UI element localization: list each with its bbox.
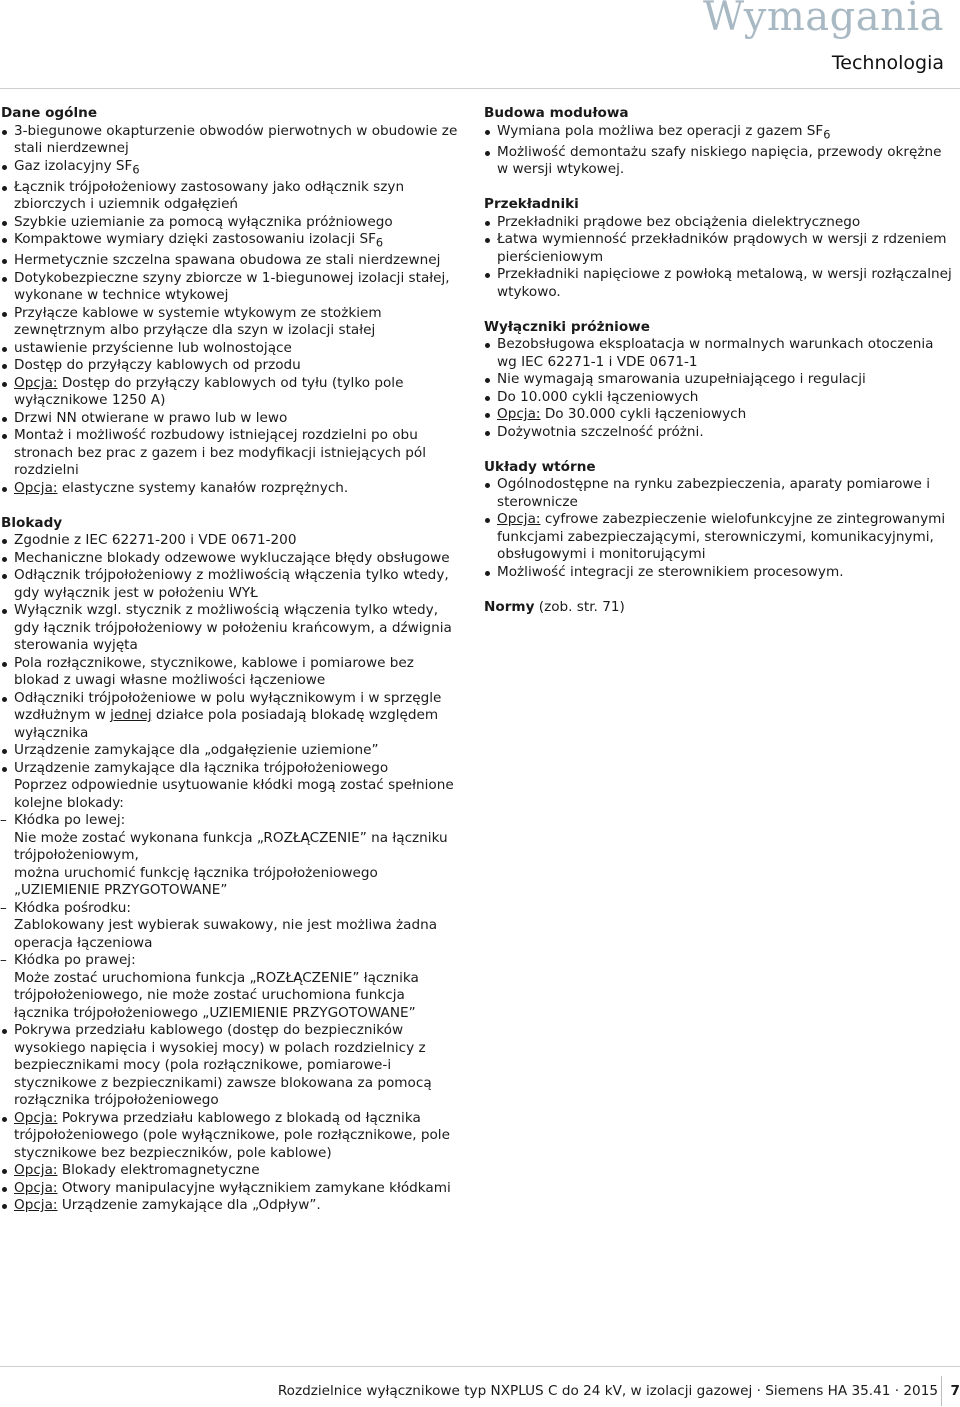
option-label: Opcja: bbox=[14, 479, 58, 496]
list-item bbox=[1, 1162, 463, 1180]
item-text: Pokrywa przedziału kablowego z blokadą od łącznika trójpołożeniowego (pole wyłącznikowe, pole rozłącznikowe, pole stycznikowe bez bezpieczników, pole kablowe) bbox=[14, 1109, 450, 1161]
section-interlocks bbox=[1, 515, 463, 1215]
subscript: 6 bbox=[375, 235, 384, 250]
section-transformers bbox=[484, 196, 954, 301]
modular-list bbox=[484, 123, 954, 179]
option-label: Opcja: bbox=[14, 1162, 58, 1179]
item-text: Możliwość demontażu szafy niskiego napięcia, przewody okrężne w wersji wtykowej. bbox=[497, 143, 942, 178]
item-text: cyfrowe zabezpieczenie wielofunkcyjne ze zintegrowanymi funkcjami zabezpieczającymi, sterowniczymi, komunikacyjnymi, obsługowymi i monitorującymi bbox=[497, 511, 946, 563]
list-item bbox=[1, 123, 463, 158]
list-item bbox=[1, 305, 463, 340]
list-item bbox=[484, 123, 954, 144]
item-text: Łącznik trójpołożeniowy zastosowany jako odłącznik szyn zbiorczych i uziemnik odgałęzień bbox=[14, 178, 405, 213]
transformers-list bbox=[484, 214, 954, 302]
list-item bbox=[1, 410, 463, 428]
item-text: Zgodnie z IEC 62271-200 i VDE 0671-200 bbox=[14, 532, 297, 549]
section-modular bbox=[484, 105, 954, 179]
paragraph-item bbox=[1, 970, 463, 1023]
item-text: Kłódka po lewej: bbox=[14, 812, 126, 829]
section-title-general: Dane ogólne bbox=[1, 105, 98, 121]
item-text: elastyczne systemy kanałów rozprężnych. bbox=[57, 479, 349, 496]
list-item bbox=[1, 550, 463, 568]
list-item bbox=[1, 1022, 463, 1110]
item-text: Poprzez odpowiednie usytuowanie kłódki mogą zostać spełnione kolejne blokady: bbox=[14, 777, 454, 811]
item-text: Kłódka pośrodku: bbox=[14, 899, 131, 916]
section-secondary bbox=[484, 459, 954, 582]
item-text: Pokrywa przedziału kablowego (dostęp do bezpieczników wysokiego napięcia i wysokiej mocy) w polach rozdzielnicy z bezpiecznikami mocy (pola rozłącznikowe, pomiarowe-i stycznikowe z bezpiecznikami) zawsze blokowana za pomocą rozłącznika trójpołożeniowego bbox=[14, 1022, 432, 1109]
list-item bbox=[1, 602, 463, 655]
item-text: Odłączniki trójpołożeniowe w polu wyłącznikowym i w sprzęgle wzdłużnym w bbox=[14, 689, 442, 724]
list-item bbox=[484, 371, 954, 389]
item-text: Zablokowany jest wybierak suwakowy, nie jest możliwa żadna operacja łączeniowa bbox=[14, 917, 438, 951]
item-text: Wymiana pola możliwa bez operacji z gazem SF bbox=[497, 122, 824, 139]
list-item bbox=[484, 389, 954, 407]
breakers-list bbox=[484, 336, 954, 441]
dash-item bbox=[1, 952, 463, 970]
page-title: Wymagania bbox=[703, 0, 944, 40]
general-list bbox=[1, 123, 463, 498]
item-text: Przekładniki napięciowe z powłoką metalową, w wersji rozłączalnej wtykowo. bbox=[497, 266, 952, 300]
item-text: Wyłącznik wzgl. stycznik z możliwością włączenia tylko wtedy, gdy łącznik trójpołożeniowy w położeniu krańcowym, a dźwignia sterowania wyjęta bbox=[14, 602, 452, 654]
item-text: Nie wymagają smarowania uzupełniającego i regulacji bbox=[497, 371, 866, 388]
list-item bbox=[1, 158, 463, 179]
item-text: Odłącznik trójpołożeniowy z możliwością włączenia tylko wtedy, gdy wyłącznik jest w położeniu WYŁ bbox=[14, 567, 449, 601]
dash-item bbox=[1, 900, 463, 918]
item-text: Szybkie uziemianie za pomocą wyłącznika próżniowego bbox=[14, 213, 393, 230]
option-label: Opcja: bbox=[14, 1109, 58, 1126]
item-text: Hermetycznie szczelna spawana obudowa ze stali nierdzewnej bbox=[14, 252, 441, 269]
item-text: Przyłącze kablowe w systemie wtykowym ze stożkiem zewnętrznym albo przyłącze dla szyn w izolacji stałej bbox=[14, 304, 382, 339]
list-item bbox=[1, 340, 463, 358]
list-item bbox=[1, 427, 463, 480]
item-text: Urządzenie zamykające dla „odgałęzienie uziemione” bbox=[14, 742, 379, 759]
emphasis: jednej bbox=[110, 707, 152, 724]
item-text: Kłódka po prawej: bbox=[14, 952, 136, 969]
list-item bbox=[1, 532, 463, 550]
list-item bbox=[1, 357, 463, 375]
item-text: Gaz izolacyjny SF bbox=[14, 157, 133, 174]
list-item bbox=[1, 252, 463, 270]
list-item bbox=[1, 742, 463, 760]
item-text: można uruchomić funkcję łącznika trójpołożeniowego „UZIEMIENIE PRZYGOTOWANE” bbox=[14, 864, 378, 899]
list-item bbox=[484, 476, 954, 511]
list-item bbox=[1, 270, 463, 305]
item-text: Pola rozłącznikowe, stycznikowe, kablowe i pomiarowe bez blokad z uwagi własne możliwości łączeniowe bbox=[14, 654, 414, 689]
dash-item bbox=[1, 812, 463, 830]
header-divider bbox=[0, 88, 960, 89]
option-label: Opcja: bbox=[14, 1197, 58, 1214]
right-column bbox=[484, 105, 954, 634]
option-label: Opcja: bbox=[497, 406, 541, 423]
item-text: Przekładniki prądowe bez obciążenia dielektrycznego bbox=[497, 213, 861, 230]
list-item bbox=[1, 1197, 463, 1215]
item-text: Urządzenie zamykające dla „Odpływ”. bbox=[57, 1197, 321, 1214]
footer-divider bbox=[0, 1366, 960, 1367]
list-item bbox=[484, 511, 954, 564]
section-title-secondary: Układy wtórne bbox=[484, 458, 596, 475]
item-text: Blokady elektromagnetyczne bbox=[57, 1162, 260, 1179]
section-title-modular: Budowa modułowa bbox=[484, 105, 629, 121]
item-text: Mechaniczne blokady odzewowe wykluczające błędy obsługowe bbox=[14, 549, 450, 566]
section-title-interlocks: Blokady bbox=[1, 514, 63, 531]
item-text: Dostęp do przyłączy kablowych od przodu bbox=[14, 357, 301, 374]
option-label: Opcja: bbox=[497, 511, 541, 528]
item-text: Może zostać uruchomiona funkcja „ROZŁĄCZENIE” łącznika trójpołożeniowego, nie może zostać uruchomiona funkcja łącznika trójpołożeniowego „UZIEMIENIE PRZYGOTOWANE” bbox=[14, 969, 419, 1021]
list-item bbox=[484, 564, 954, 582]
page-number: 7 bbox=[941, 1376, 960, 1406]
item-text: Nie może zostać wykonana funkcja „ROZŁĄCZENIE” na łączniku trójpołożeniowym, bbox=[14, 829, 448, 864]
list-item bbox=[1, 655, 463, 690]
item-text: Ogólnodostępne na rynku zabezpieczenia, aparaty pomiarowe i sterownicze bbox=[497, 476, 930, 510]
section-norms bbox=[484, 599, 954, 617]
option-label: Opcja: bbox=[14, 1179, 58, 1196]
list-item bbox=[1, 231, 463, 252]
item-text: Do 10.000 cykli łączeniowych bbox=[497, 388, 699, 405]
list-item bbox=[484, 231, 954, 266]
item-text-tail: działce pola posiadają blokadę względem wyłącznika bbox=[14, 707, 439, 741]
item-text: Kompaktowe wymiary dzięki zastosowaniu izolacji SF bbox=[14, 231, 376, 248]
list-item bbox=[1, 480, 463, 498]
list-item bbox=[1, 214, 463, 232]
paragraph-item bbox=[1, 917, 463, 952]
paragraph-item bbox=[1, 865, 463, 900]
subscript: 6 bbox=[132, 162, 140, 177]
norms-reference: (zob. str. 71) bbox=[534, 598, 625, 615]
item-text: Urządzenie zamykające dla łącznika trójpołożeniowego bbox=[14, 759, 389, 776]
item-text: Do 30.000 cykli łączeniowych bbox=[540, 406, 747, 423]
item-text: ustawienie przyścienne lub wolnostojące bbox=[14, 339, 292, 356]
paragraph-item bbox=[1, 830, 463, 865]
item-text: Drzwi NN otwierane w prawo lub w lewo bbox=[14, 409, 288, 426]
item-text: Dotykobezpieczne szyny zbiorcze w 1-biegunowej izolacji stałej, wykonane w technice wtykowej bbox=[14, 269, 450, 304]
page-footer bbox=[0, 1376, 960, 1406]
secondary-list bbox=[484, 476, 954, 581]
item-text: Łatwa wymienność przekładników prądowych w wersji z rdzeniem pierścieniowym bbox=[497, 231, 947, 265]
norms-title: Normy bbox=[484, 598, 535, 615]
section-title-breakers: Wyłączniki próżniowe bbox=[484, 318, 650, 335]
list-item bbox=[484, 424, 954, 442]
item-text: Dostęp do przyłączy kablowych od tyłu (tylko pole wyłącznikowe 1250 A) bbox=[14, 374, 404, 409]
list-item bbox=[1, 1110, 463, 1163]
list-item bbox=[484, 406, 954, 424]
list-item bbox=[484, 214, 954, 232]
paragraph-item bbox=[1, 777, 463, 812]
list-item bbox=[1, 567, 463, 602]
list-item bbox=[484, 336, 954, 371]
list-item bbox=[1, 690, 463, 743]
item-text: 3-biegunowe okapturzenie obwodów pierwotnych w obudowie ze stali nierdzewnej bbox=[14, 122, 458, 156]
list-item bbox=[484, 266, 954, 301]
page-subtitle: Technologia bbox=[831, 52, 944, 74]
list-item bbox=[484, 144, 954, 179]
section-title-transformers: Przekładniki bbox=[484, 196, 579, 213]
section-breakers bbox=[484, 319, 954, 442]
item-text: Otwory manipulacyjne wyłącznikiem zamykane kłódkami bbox=[57, 1179, 451, 1196]
footer-text: Rozdzielnice wyłącznikowe typ NXPLUS C do 24 kV, w izolacji gazowej · Siemens HA 35.41 · 2015 bbox=[277, 1383, 938, 1399]
item-text: Możliwość integracji ze sterownikiem procesowym. bbox=[497, 563, 844, 580]
item-text: Montaż i możliwość rozbudowy istniejącej rozdzielni po obu stronach bez prac z gazem i bez modyfikacji istniejących pól rozdzielni bbox=[14, 427, 427, 479]
list-item bbox=[1, 179, 463, 214]
subscript: 6 bbox=[823, 127, 831, 142]
list-item bbox=[1, 760, 463, 778]
list-item bbox=[1, 1180, 463, 1198]
item-text: Bezobsługowa eksploatacja w normalnych warunkach otoczenia wg IEC 62271-1 i VDE 0671-1 bbox=[497, 336, 934, 370]
section-general bbox=[1, 105, 463, 497]
interlocks-list bbox=[1, 532, 463, 1215]
option-label: Opcja: bbox=[14, 374, 58, 391]
item-text: Dożywotnia szczelność próżni. bbox=[497, 423, 704, 440]
left-column bbox=[1, 105, 463, 1232]
list-item bbox=[1, 375, 463, 410]
